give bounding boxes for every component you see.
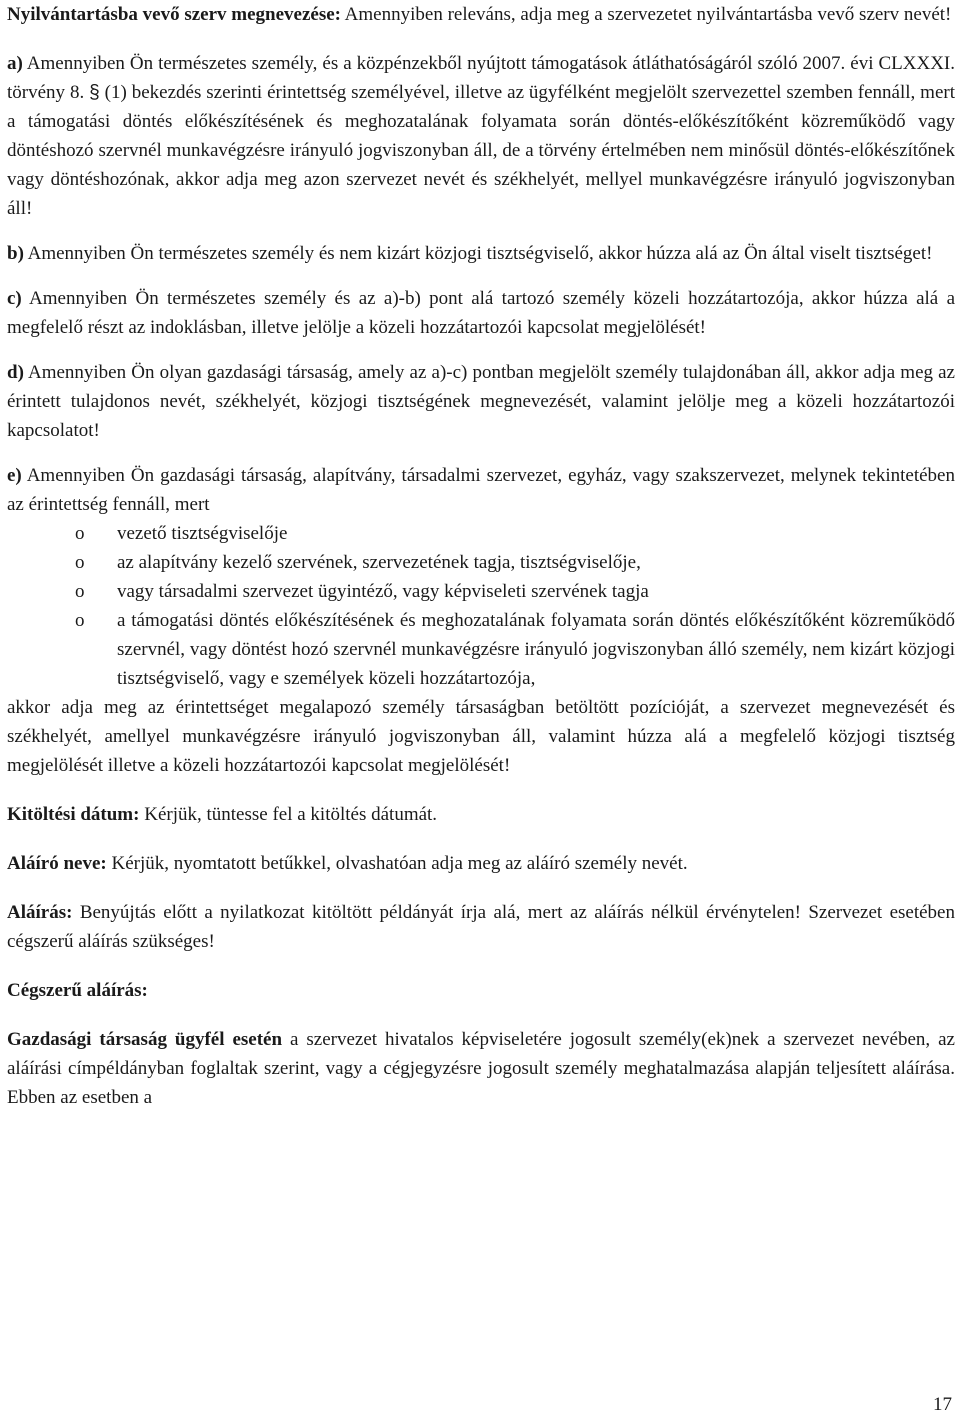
list-item-text: vagy társadalmi szervezet ügyintéző, vagy képviseleti szervének tagja (117, 581, 649, 602)
paragraph-c (7, 284, 955, 342)
company-signature-label: Cégszerű aláírás: (7, 980, 148, 1001)
list-item (7, 606, 955, 693)
paragraph-a-label: a) (7, 53, 23, 74)
intro-label: Nyilvántartásba vevő szerv megnevezése: (7, 4, 341, 25)
signer-text: Kérjük, nyomtatott betűkkel, olvashatóan adja meg az aláíró személy nevét. (106, 853, 688, 874)
business-label: Gazdasági társaság ügyfél esetén (7, 1029, 283, 1050)
intro-paragraph (7, 0, 955, 29)
paragraph-b-text: Amennyiben Ön természetes személy és nem kizárt közjogi tisztségviselő, akkor húzza alá az Ön által viselt tisztséget! (23, 243, 933, 264)
list-item-text: vezető tisztségviselője (117, 523, 288, 544)
bullet-marker: o (75, 552, 85, 573)
paragraph-d (7, 358, 955, 445)
signer-label: Aláíró neve: (7, 853, 107, 874)
date-text: Kérjük, tüntesse fel a kitöltés dátumát. (139, 804, 438, 825)
paragraph-b (7, 239, 955, 268)
bullet-marker: o (75, 610, 85, 631)
list-item-text: a támogatási döntés előkészítésének és meghozatalának folyamata során döntés előkészítőként közreműködő szervnél, vagy döntést hozó szervnél munkavégzésre irányuló jogviszonyban álló személy, nem kizárt közjogi tisztségviselő, vagy e személyek közeli hozzátartozója, (117, 610, 955, 689)
list-item (7, 548, 955, 577)
business-paragraph (7, 1025, 955, 1112)
bullet-list (7, 519, 955, 693)
paragraph-a-text-1: Amennyiben Ön természetes személy, és a közpénzekből nyújtott támogatások átláthatóságáról szóló 2007. évi CLXXXI. törvény 8. (7, 53, 955, 103)
intro-text: Amennyiben releváns, adja meg a szervezetet nyilvántartásba vevő szerv nevét! (340, 4, 952, 25)
paragraph-c-text: Amennyiben Ön természetes személy és az a)-b) pont alá tartozó személy közeli hozzátartozója, akkor húzza alá a megfelelő részt az indoklásban, illetve jelölje a közeli hozzátartozói kapcsolat megjelölését! (7, 288, 955, 338)
paragraph-a (7, 49, 955, 223)
date-label: Kitöltési dátum: (7, 804, 140, 825)
section-sign: § (89, 82, 100, 103)
date-paragraph (7, 800, 955, 829)
bullet-marker: o (75, 523, 85, 544)
signer-paragraph (7, 849, 955, 878)
signature-label: Aláírás: (7, 902, 73, 923)
paragraph-c-label: c) (7, 288, 22, 309)
list-item-text: az alapítvány kezelő szervének, szervezetének tagja, tisztségviselője, (117, 552, 641, 573)
paragraph-d-label: d) (7, 362, 24, 383)
paragraph-e-closing: akkor adja meg az érintettséget megalapozó személy társaságban betöltött pozícióját, a szervezet megnevezését és székhelyét, amellyel munkavégzésre irányuló jogviszonyban áll, valamint húzza alá a megfelelő közjogi tisztség megjelölését illetve a közeli hozzátartozói kapcsolat megjelölését! (7, 697, 955, 776)
page-number: 17 (933, 1394, 952, 1415)
paragraph-d-text: Amennyiben Ön olyan gazdasági társaság, amely az a)-c) pontban megjelölt személy tulajdonában áll, akkor adja meg az érintett tulajdonos nevét, székhelyét, közjogi tisztségének megnevezését, valamint jelölje meg a közeli hozzátartozói kapcsolatot! (7, 362, 955, 441)
list-item (7, 519, 955, 548)
signature-paragraph (7, 898, 955, 956)
list-item (7, 577, 955, 606)
company-signature-heading (7, 976, 955, 1005)
signature-text: Benyújtás előtt a nyilatkozat kitöltött példányát írja alá, mert az aláírás nélkül érvénytelen! Szervezet esetében cégszerű aláírás szükséges! (7, 902, 955, 952)
bullet-marker: o (75, 581, 85, 602)
paragraph-e-label: e) (7, 465, 22, 486)
business-text: a szervezet hivatalos képviseletére jogosult személy(ek)nek a szervezet nevében, az aláírási címpéldányban foglaltak szerint, vagy a cégjegyzésre jogosult személy meghatalmazása alapján teljesített aláírása. Ebben az esetben a (7, 1029, 955, 1108)
paragraph-e-text: Amennyiben Ön gazdasági társaság, alapítvány, társadalmi szervezet, egyház, vagy szakszervezet, melynek tekintetében az érintettség fennáll, mert (7, 465, 955, 515)
paragraph-a-text-2: (1) bekezdés szerinti érintettség személyével, illetve az ügyfélként megjelölt szervezettel szemben fennáll, mert a támogatási döntés előkészítésének és meghozatalának folyamata során döntés-előkészítőként közreműködő vagy döntéshozó szervnél munkavégzésre irányuló jogviszonyban áll, de a törvény értelmében nem minősül döntés-előkészítőnek vagy döntéshozónak, akkor adja meg azon szervezet nevét és székhelyét, mellyel munkavégzésre irányuló jogviszonyban áll! (7, 82, 955, 219)
document-body (7, 0, 955, 1112)
paragraph-b-label: b) (7, 243, 24, 264)
paragraph-e (7, 461, 955, 519)
